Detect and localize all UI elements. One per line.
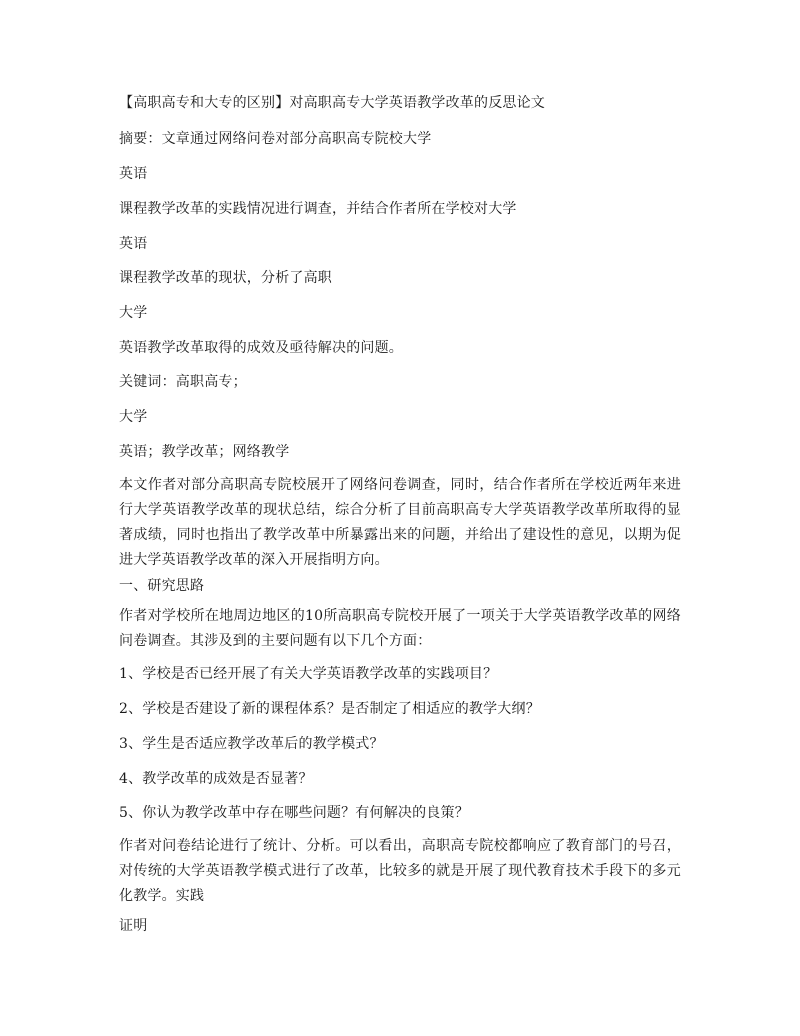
list-item: 5、你认为教学改革中存在哪些问题？有何解决的良策？: [119, 805, 469, 821]
intro-paragraph: 本文作者对部分高职高专院校展开了网络问卷调查，同时，结合作者所在学校近两年来进行大学英语教学改革的现状总结，综合分析了目前高职高专大学英语教学改革所取得的显著成绩，同时也指出了教学改革中所暴露出来的问题，并给出了建设性的意见，以期为促进大学英语教学改革的深入开展指明方向。: [119, 477, 681, 568]
text-line: 英语: [119, 166, 148, 182]
method-paragraph: 作者对学校所在地周边地区的10所高职高专院校开展了一项关于大学英语教学改革的网络问卷调查。其涉及到的主要问题有以下几个方面：: [119, 608, 681, 649]
text-line: 英语: [119, 236, 148, 252]
list-item: 1、学校是否已经开展了有关大学英语教学改革的实践项目？: [119, 666, 498, 682]
abstract-line: 摘要：文章通过网络问卷对部分高职高专院校大学: [119, 131, 432, 147]
list-item: 2、学校是否建设了新的课程体系？是否制定了相适应的教学大纲？: [119, 701, 540, 717]
list-item: 4、教学改革的成效是否显著？: [119, 771, 313, 787]
text-line: 课程教学改革的实践情况进行调查，并结合作者所在学校对大学: [119, 201, 517, 217]
text-line: 证明: [119, 918, 148, 934]
text-line: 大学: [119, 305, 148, 321]
section-heading: 一、研究思路: [119, 578, 205, 594]
text-line: 大学: [119, 409, 148, 425]
text-line: 课程教学改革的现状，分析了高职: [119, 270, 332, 286]
keywords-line: 关键词：高职高专；: [119, 374, 247, 390]
list-item: 3、学生是否适应教学改革后的教学模式？: [119, 736, 384, 752]
analysis-paragraph: 作者对问卷结论进行了统计、分析。可以看出，高职高专院校都响应了教育部门的号召，对传统的大学英语教学模式进行了改革，比较多的就是开展了现代教育技术手段下的多元化教学。实践: [119, 838, 681, 904]
document-title: 【高职高专和大专的区别】对高职高专大学英语教学改革的反思论文: [119, 95, 545, 111]
text-line: 英语；教学改革；网络教学: [119, 444, 290, 460]
text-line: 英语教学改革取得的成效及亟待解决的问题。: [119, 340, 403, 356]
